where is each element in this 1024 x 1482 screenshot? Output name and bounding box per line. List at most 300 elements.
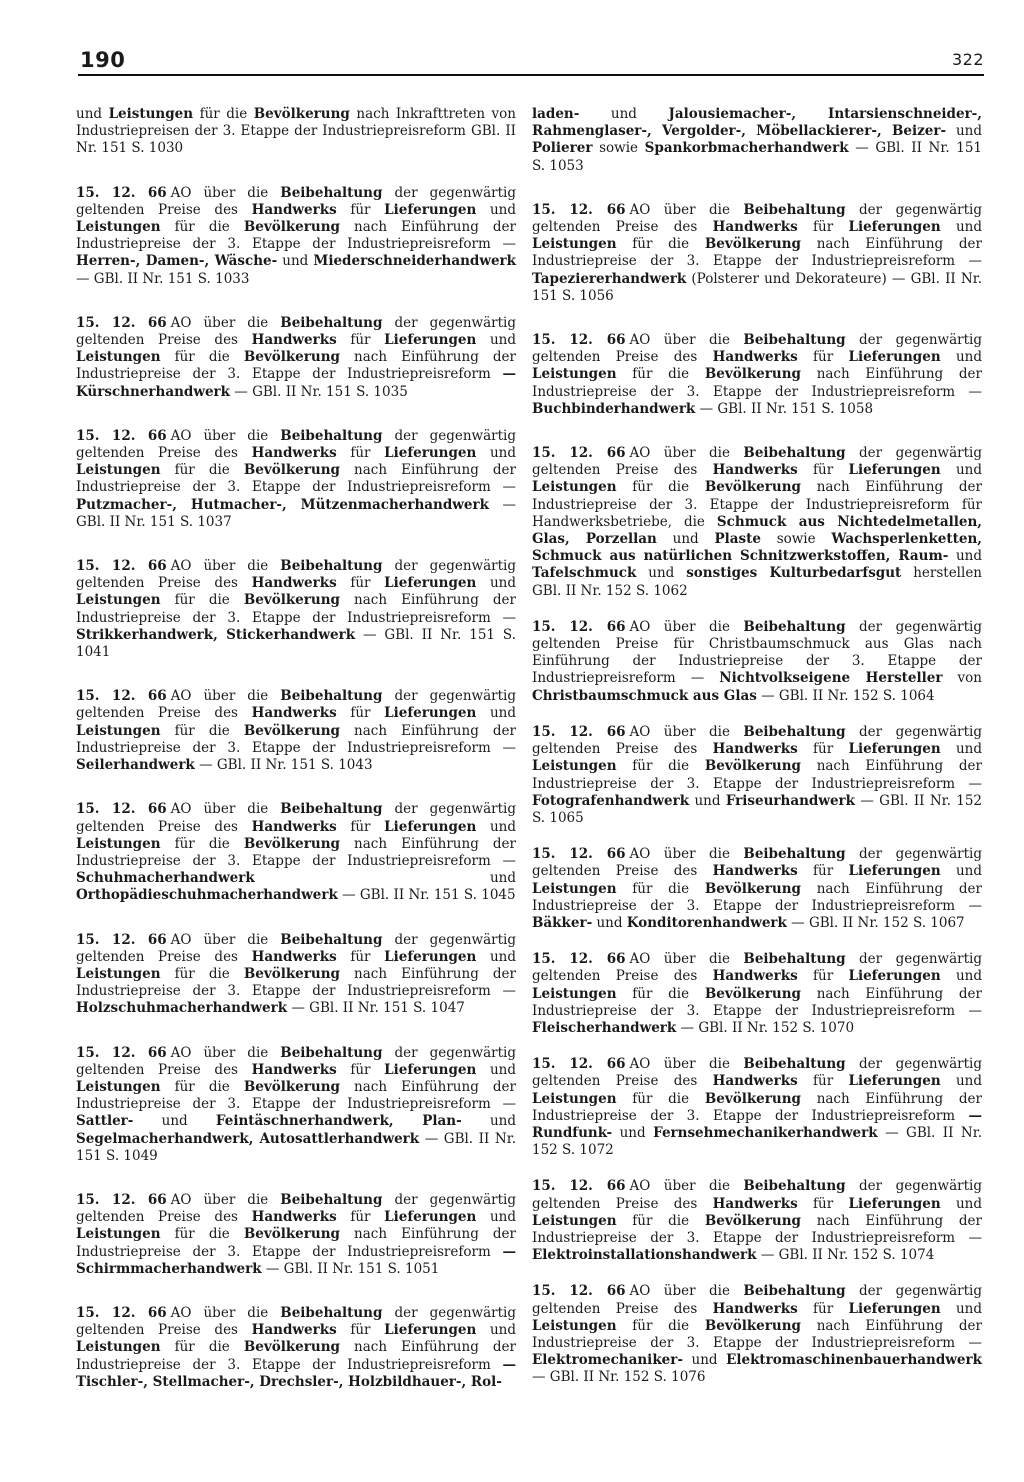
entry-text: für die bbox=[616, 479, 705, 496]
keyword-text: Bevölkerung bbox=[704, 1317, 801, 1334]
keyword-text: Lieferungen bbox=[384, 1322, 477, 1339]
keyword-text: Lieferungen bbox=[384, 445, 477, 462]
keyword-text: Leistungen bbox=[532, 880, 617, 897]
keyword-text: Plaste bbox=[714, 531, 761, 548]
entry-text: — GBl. II Nr. 152 S. 1076 bbox=[532, 1369, 706, 1386]
entry-text: nach Einführung der Industriepreise der 3. Etappe der Industriepreisreform — bbox=[532, 880, 982, 914]
entry-date: 15. 12. 66 bbox=[76, 314, 167, 331]
entry-text: der gegenwärtig geltenden Preise des bbox=[532, 1178, 982, 1212]
keyword-text: Leistungen bbox=[76, 349, 161, 366]
keyword-text: Bevölkerung bbox=[704, 985, 801, 1002]
entry-text: nach Einführung der Industriepreise der 3. Etappe der Industriepreisreform bbox=[76, 1339, 516, 1373]
keyword-text: Beibehaltung bbox=[280, 1191, 383, 1208]
keyword-text: Beibehaltung bbox=[743, 201, 846, 218]
entry-text: für die bbox=[616, 366, 705, 383]
entry-text: nach Einführung der Industriepreise der 3. Etappe der Industriepreisreform bbox=[532, 1090, 982, 1124]
entry-text: AO über die bbox=[170, 801, 281, 818]
keyword-text: Lieferungen bbox=[384, 818, 477, 835]
entry-text: — GBl. II Nr. 152 S. 1064 bbox=[756, 687, 935, 704]
entry-text: — GBl. II Nr. 151 S. 1041 bbox=[76, 626, 516, 661]
entry-text: und bbox=[476, 818, 517, 835]
keyword-text: Leistungen bbox=[76, 1339, 161, 1356]
entry-text: und bbox=[476, 705, 517, 722]
entry-date: 15. 12. 66 bbox=[76, 931, 167, 948]
keyword-text: Handwerks bbox=[712, 1300, 798, 1317]
entry-text: AO über die bbox=[170, 427, 281, 444]
entry-text: und bbox=[476, 332, 517, 349]
entry-text: AO über die bbox=[170, 184, 281, 201]
keyword-text: Handwerks bbox=[712, 462, 798, 479]
entry-date: 15. 12. 66 bbox=[532, 951, 626, 968]
keyword-text: Christbaumschmuck aus Glas bbox=[532, 687, 757, 704]
entry-text: und bbox=[592, 914, 627, 931]
keyword-text: Leistungen bbox=[76, 965, 161, 982]
entry-text: und bbox=[940, 863, 982, 880]
keyword-text: laden- bbox=[532, 106, 580, 122]
entry-text: der gegenwärtig geltenden Preise des bbox=[76, 1044, 516, 1078]
keyword-text: Handwerks bbox=[712, 741, 798, 758]
entry-text: nach Einführung der Industriepreise der 3. Etappe der Industriepreisreform — bbox=[76, 965, 516, 1000]
entry-text: und bbox=[682, 1352, 727, 1369]
entry-text: und bbox=[476, 575, 517, 592]
keyword-text: Beibehaltung bbox=[743, 1178, 846, 1195]
entry-text: und bbox=[277, 253, 314, 270]
entry-text: für bbox=[797, 863, 849, 880]
entry-text: (Polsterer und Dekorateure) — GBl. II Nr. 151 S. 1056 bbox=[532, 270, 982, 304]
keyword-text: Beibehaltung bbox=[280, 558, 383, 575]
register-entry bbox=[532, 1178, 982, 1264]
entry-date: 15. 12. 66 bbox=[532, 618, 626, 635]
entry-text: für bbox=[797, 462, 849, 479]
entry-date: 15. 12. 66 bbox=[76, 688, 167, 705]
keyword-text: Handwerks bbox=[251, 1061, 337, 1078]
keyword-text: Leistungen bbox=[76, 722, 161, 739]
entry-date: 15. 12. 66 bbox=[532, 723, 626, 740]
entry-text: AO über die bbox=[170, 1191, 281, 1208]
keyword-text: Handwerks bbox=[712, 968, 798, 985]
keyword-text: Schmuck aus Nichtedelmetallen, Glas, Porzellan bbox=[532, 513, 982, 548]
entry-date: 15. 12. 66 bbox=[532, 201, 626, 218]
keyword-text: Bevölkerung bbox=[243, 722, 340, 739]
keyword-text: Beibehaltung bbox=[743, 445, 846, 462]
entry-text: für bbox=[797, 1300, 849, 1317]
register-entry bbox=[532, 951, 982, 1037]
entry-text: AO über die bbox=[629, 1283, 744, 1300]
entry-text: für bbox=[336, 445, 385, 462]
entry-text: nach Einführung der Industriepreise der 3. Etappe der Industriepreisreform — bbox=[532, 366, 982, 400]
entry-text: — GBl. II Nr. 152 S. 1070 bbox=[676, 1019, 855, 1036]
keyword-text: Beibehaltung bbox=[280, 931, 383, 948]
keyword-text: Bäkker- bbox=[532, 914, 593, 931]
keyword-text: Miederschneiderhandwerk bbox=[313, 253, 516, 270]
entry-text: für bbox=[336, 1061, 385, 1078]
register-entry bbox=[532, 1056, 982, 1159]
entry-text: für bbox=[336, 332, 385, 349]
keyword-text: Leistungen bbox=[532, 985, 617, 1002]
entry-text: für die bbox=[160, 722, 244, 739]
keyword-text: Lieferungen bbox=[384, 575, 477, 592]
entry-text: AO über die bbox=[629, 846, 744, 863]
keyword-text: Fernsehmechanikerhandwerk bbox=[653, 1124, 878, 1141]
entry-date: 15. 12. 66 bbox=[76, 184, 167, 201]
entry-text: und bbox=[254, 870, 516, 887]
entry-text: der gegenwärtig geltenden Preise des bbox=[76, 314, 516, 349]
entry-text: AO über die bbox=[170, 558, 281, 575]
register-entry bbox=[532, 202, 982, 305]
entry-text: für die bbox=[160, 349, 244, 366]
entry-date: 15. 12. 66 bbox=[532, 846, 626, 863]
register-entry bbox=[76, 801, 516, 904]
keyword-text: Handwerks bbox=[251, 705, 337, 722]
entry-text: für die bbox=[193, 106, 254, 122]
register-entry bbox=[532, 846, 982, 932]
keyword-text: Leistungen bbox=[76, 1226, 161, 1243]
keyword-text: Beibehaltung bbox=[280, 801, 383, 818]
keyword-text: Bevölkerung bbox=[243, 835, 340, 852]
keyword-text: Leistungen bbox=[532, 366, 617, 383]
entry-date: 15. 12. 66 bbox=[532, 1056, 626, 1073]
keyword-text: Beibehaltung bbox=[743, 846, 846, 863]
keyword-text: Friseurhandwerk bbox=[725, 792, 856, 809]
entry-text: der gegenwärtig geltenden Preise des bbox=[76, 184, 516, 218]
register-entry bbox=[76, 315, 516, 401]
keyword-text: Buchbinderhandwerk bbox=[532, 400, 696, 417]
keyword-text: Leistungen bbox=[76, 592, 161, 609]
entry-date: 15. 12. 66 bbox=[532, 1178, 626, 1195]
entry-text: für die bbox=[160, 1078, 244, 1095]
entry-text: nach Einführung der Industriepreise der 3. Etappe der Industriepreisreform bbox=[76, 349, 516, 383]
entry-text: AO über die bbox=[170, 931, 281, 948]
register-entry bbox=[76, 1305, 516, 1391]
entry-text: und bbox=[612, 1124, 654, 1141]
keyword-text: Beibehaltung bbox=[280, 688, 383, 705]
entry-text: für die bbox=[616, 236, 705, 253]
keyword-text: Bevölkerung bbox=[243, 1078, 340, 1095]
keyword-text: Nichtvolkseigene Hersteller bbox=[719, 670, 943, 687]
register-entry bbox=[532, 106, 982, 175]
entry-text: AO über die bbox=[629, 201, 744, 218]
keyword-text: Lieferungen bbox=[848, 219, 941, 236]
keyword-text: Handwerks bbox=[251, 948, 337, 965]
entry-text: und bbox=[940, 741, 982, 758]
keyword-text: Leistungen bbox=[532, 1090, 617, 1107]
entry-text: für die bbox=[616, 1317, 705, 1334]
keyword-text: Leistungen bbox=[76, 219, 161, 236]
keyword-text: Bevölkerung bbox=[253, 106, 350, 122]
entry-text: — GBl. II Nr. 151 S. 1033 bbox=[76, 270, 250, 287]
entry-text: und bbox=[940, 1073, 982, 1090]
keyword-text: Lieferungen bbox=[384, 1209, 477, 1226]
keyword-text: Bevölkerung bbox=[243, 965, 340, 982]
register-entry bbox=[76, 932, 516, 1018]
keyword-text: Handwerks bbox=[251, 575, 337, 592]
keyword-text: Lieferungen bbox=[848, 1300, 941, 1317]
keyword-text: Beibehaltung bbox=[743, 332, 846, 349]
register-entry bbox=[76, 1045, 516, 1165]
entry-date: 15. 12. 66 bbox=[532, 332, 626, 349]
keyword-text: Elektromaschinenbauerhandwerk bbox=[726, 1352, 982, 1369]
keyword-text: Handwerks bbox=[712, 1073, 798, 1090]
entry-text: für die bbox=[160, 462, 244, 479]
entry-text: für die bbox=[160, 219, 244, 236]
entry-date: 15. 12. 66 bbox=[532, 1283, 626, 1300]
entry-text: und bbox=[940, 1300, 982, 1317]
keyword-text: Fleischerhandwerk bbox=[532, 1019, 677, 1036]
entry-text: für die bbox=[616, 1212, 705, 1229]
entry-text: und bbox=[689, 792, 726, 809]
keyword-text: Lieferungen bbox=[384, 1061, 477, 1078]
entry-text: AO über die bbox=[629, 1178, 744, 1195]
entry-text: und bbox=[940, 462, 982, 479]
keyword-text: Herren-, Damen-, Wäsche- bbox=[76, 253, 278, 270]
entry-text: — GBl. II Nr. 151 S. 1035 bbox=[230, 383, 408, 400]
register-entry bbox=[532, 619, 982, 705]
entry-text: und bbox=[940, 349, 982, 366]
keyword-text: Beibehaltung bbox=[743, 1283, 846, 1300]
entry-text: der gegenwärtig geltenden Preise des bbox=[532, 1283, 982, 1317]
register-entry bbox=[532, 724, 982, 827]
entry-text: und bbox=[948, 548, 983, 565]
entry-text: nach Einführung der Industriepreise der 3. Etappe der Industriepreisreform für Handwerksbetriebe, die bbox=[532, 479, 982, 530]
keyword-text: Elektromechaniker- bbox=[532, 1352, 683, 1369]
keyword-text: Leistungen bbox=[76, 1078, 161, 1095]
keyword-text: Strikkerhandwerk, Stickerhandwerk bbox=[76, 626, 356, 643]
entry-text: für die bbox=[160, 1339, 244, 1356]
keyword-text: Handwerks bbox=[712, 219, 798, 236]
entry-text: für die bbox=[160, 835, 244, 852]
entry-text: und bbox=[476, 1061, 517, 1078]
keyword-text: Lieferungen bbox=[848, 1073, 941, 1090]
entry-text: AO über die bbox=[629, 332, 744, 349]
entry-text: für die bbox=[160, 592, 244, 609]
entry-text: und bbox=[476, 1209, 517, 1226]
keyword-text: Schuhmacherhandwerk bbox=[76, 870, 255, 887]
entry-text: nach Einführung der Industriepreise der 3. Etappe der Industriepreisreform — bbox=[532, 236, 982, 270]
entry-text: für die bbox=[616, 1090, 705, 1107]
entry-text: für bbox=[336, 201, 385, 218]
keyword-text: Bevölkerung bbox=[704, 366, 801, 383]
entry-text: nach Einführung der Industriepreise der 3. Etappe der Industriepreisreform — bbox=[76, 835, 516, 869]
entry-date: 15. 12. 66 bbox=[76, 1304, 167, 1321]
entry-text: der gegenwärtig geltenden Preise des bbox=[532, 332, 982, 366]
register-entry bbox=[76, 558, 516, 661]
keyword-text: Handwerks bbox=[251, 201, 337, 218]
entry-text: nach Einführung der Industriepreise der 3. Etappe der Industriepreisreform — bbox=[76, 722, 516, 756]
entry-text: — GBl. II Nr. 152 S. 1067 bbox=[786, 914, 965, 931]
keyword-text: —Kürschnerhandwerk bbox=[76, 366, 516, 400]
entry-text: sowie bbox=[592, 140, 645, 157]
entry-text: für bbox=[336, 948, 385, 965]
keyword-text: Handwerks bbox=[251, 1209, 337, 1226]
keyword-text: Bevölkerung bbox=[243, 462, 340, 479]
entry-text: für die bbox=[616, 758, 705, 775]
entry-text: nach Einführung der Industriepreise der 3. Etappe der Industriepreisreform — bbox=[532, 1212, 982, 1246]
register-entry bbox=[76, 428, 516, 531]
keyword-text: Bevölkerung bbox=[704, 479, 801, 496]
keyword-text: Bevölkerung bbox=[704, 1212, 801, 1229]
keyword-text: Lieferungen bbox=[384, 705, 477, 722]
register-entry bbox=[76, 106, 516, 158]
keyword-text: Handwerks bbox=[712, 349, 798, 366]
entry-text: nach Einführung der Industriepreise der 3. Etappe der Industriepreisreform — bbox=[532, 1317, 982, 1351]
entry-text: und bbox=[940, 1195, 982, 1212]
keyword-text: Lieferungen bbox=[848, 1195, 941, 1212]
keyword-text: Lieferungen bbox=[384, 201, 477, 218]
entry-text: für die bbox=[160, 965, 244, 982]
entry-text: der gegenwärtig geltenden Preise des bbox=[532, 846, 982, 880]
entry-text: AO über die bbox=[170, 314, 281, 331]
keyword-text: — Schirmmacherhandwerk bbox=[76, 1243, 516, 1277]
keyword-text: Handwerks bbox=[251, 445, 337, 462]
entry-text: der gegenwärtig geltenden Preise des bbox=[76, 801, 516, 835]
right-column bbox=[532, 106, 982, 1406]
keyword-text: Sattler- bbox=[76, 1113, 134, 1130]
keyword-text: Leistungen bbox=[76, 835, 161, 852]
keyword-text: Beibehaltung bbox=[280, 184, 383, 201]
entry-text: und bbox=[133, 1113, 216, 1130]
keyword-text: Polierer bbox=[532, 140, 593, 157]
register-entry bbox=[76, 185, 516, 288]
page-number-right: 322 bbox=[951, 50, 984, 69]
entry-text: AO über die bbox=[629, 951, 744, 968]
entry-text: AO über die bbox=[629, 618, 744, 635]
keyword-text: — Tischler-, Stellmacher-, Drechsler-, Holzbildhauer-, Rol- bbox=[76, 1356, 516, 1390]
entry-text: — GBl. II Nr. 151 S. 1058 bbox=[695, 400, 874, 417]
keyword-text: Leistungen bbox=[108, 106, 194, 122]
keyword-text: Bevölkerung bbox=[704, 758, 801, 775]
header-rule bbox=[78, 74, 984, 76]
keyword-text: Leistungen bbox=[76, 462, 161, 479]
keyword-text: Handwerks bbox=[251, 1322, 337, 1339]
keyword-text: Bevölkerung bbox=[243, 592, 340, 609]
keyword-text: Lieferungen bbox=[848, 863, 941, 880]
keyword-text: Seilerhandwerk bbox=[76, 757, 195, 774]
entry-date: 15. 12. 66 bbox=[76, 1191, 167, 1208]
keyword-text: Beibehaltung bbox=[280, 427, 383, 444]
entry-text: der gegenwärtig geltenden Preise des bbox=[532, 1056, 982, 1090]
keyword-text: Bevölkerung bbox=[243, 219, 340, 236]
entry-text: nach Einführung der Industriepreise der 3. Etappe der Industriepreisreform — bbox=[76, 592, 516, 626]
entry-text: für die bbox=[616, 985, 705, 1002]
entry-text: — GBl. II Nr. 151 S. 1049 bbox=[76, 1130, 516, 1164]
entry-text: für bbox=[336, 1209, 385, 1226]
entry-text: und bbox=[940, 219, 982, 236]
entry-text: der gegenwärtig geltenden Preise des bbox=[76, 1191, 516, 1226]
keyword-text: Bevölkerung bbox=[704, 236, 801, 253]
entry-text: der gegenwärtig geltenden Preise des bbox=[532, 951, 982, 985]
keyword-text: Orthopädieschuhmacherhandwerk bbox=[76, 887, 338, 904]
keyword-text: Bevölkerung bbox=[243, 1339, 340, 1356]
entry-text: der gegenwärtig geltenden Preise des bbox=[532, 201, 982, 236]
entry-text: AO über die bbox=[170, 1304, 281, 1321]
entry-date: 15. 12. 66 bbox=[532, 445, 626, 462]
keyword-text: Beibehaltung bbox=[280, 1304, 383, 1321]
entry-text: und bbox=[946, 123, 982, 140]
keyword-text: Lieferungen bbox=[848, 968, 941, 985]
entry-text: für bbox=[336, 1322, 385, 1339]
entry-text: und bbox=[76, 106, 109, 122]
keyword-text: Konditorenhandwerk bbox=[626, 914, 787, 931]
entry-text: der gegenwärtig geltenden Preise des bbox=[76, 558, 516, 592]
entry-text: für bbox=[336, 575, 385, 592]
keyword-text: Tapeziererhandwerk bbox=[532, 270, 687, 287]
keyword-text: Beibehaltung bbox=[743, 1056, 846, 1073]
page-number-left: 190 bbox=[80, 48, 126, 72]
entry-text: GBl. II Nr. 151 S. 1030 bbox=[76, 123, 516, 157]
keyword-text: Beibehaltung bbox=[280, 1044, 383, 1061]
keyword-text: Bevölkerung bbox=[704, 1090, 801, 1107]
entry-text: von bbox=[942, 670, 982, 687]
keyword-text: Jalousiemacher-, Intarsienschneider-, Rahmenglaser-, Vergolder-, Möbellackierer-, Beizer- bbox=[532, 106, 982, 140]
keyword-text: Handwerks bbox=[251, 332, 337, 349]
page-header bbox=[78, 40, 984, 76]
entry-text: der gegenwärtig geltenden Preise des bbox=[76, 931, 516, 965]
entry-text: der gegenwärtig geltenden Preise des bbox=[532, 723, 982, 758]
keyword-text: sonstiges Kulturbedarfsgut bbox=[686, 565, 902, 582]
keyword-text: Beibehaltung bbox=[743, 723, 846, 740]
entry-date: 15. 12. 66 bbox=[76, 1044, 167, 1061]
keyword-text: — Rundfunk- bbox=[532, 1107, 982, 1141]
keyword-text: Beibehaltung bbox=[743, 951, 846, 968]
entry-text: für bbox=[336, 705, 385, 722]
keyword-text: Beibehaltung bbox=[743, 618, 846, 635]
entry-text: und bbox=[476, 948, 517, 965]
keyword-text: Lieferungen bbox=[384, 332, 477, 349]
entry-text: herstellen GBl. II Nr. 152 S. 1062 bbox=[532, 565, 982, 599]
keyword-text: Beibehaltung bbox=[280, 314, 383, 331]
entry-text: AO über die bbox=[629, 1056, 744, 1073]
entry-text: — GBl. II Nr. 151 S. 1045 bbox=[337, 887, 516, 904]
entry-date: 15. 12. 66 bbox=[76, 801, 167, 818]
entry-text: und bbox=[476, 201, 517, 218]
keyword-text: Segelmacherhandwerk, Autosattlerhandwerk bbox=[76, 1130, 420, 1147]
entry-text: für die bbox=[616, 880, 705, 897]
keyword-text: Putzmacher-, Hutmacher-, Mützenmacherhandwerk bbox=[76, 496, 489, 513]
keyword-text: Bevölkerung bbox=[243, 1226, 340, 1243]
keyword-text: Holzschuhmacherhandwerk bbox=[76, 1000, 288, 1017]
entry-date: 15. 12. 66 bbox=[76, 427, 167, 444]
entry-text: und bbox=[476, 1322, 517, 1339]
entry-text: nach Einführung der Industriepreise der 3. Etappe der Industriepreisreform — bbox=[532, 985, 982, 1019]
entry-text: nach Einführung der Industriepreise der 3. Etappe der Industriepreisreform — bbox=[76, 219, 516, 253]
keyword-text: Lieferungen bbox=[848, 741, 941, 758]
entry-text: für bbox=[797, 349, 849, 366]
keyword-text: Bevölkerung bbox=[704, 880, 801, 897]
keyword-text: Leistungen bbox=[532, 236, 617, 253]
keyword-text: Handwerks bbox=[712, 1195, 798, 1212]
entry-text: nach Einführung der Industriepreise der 3. Etappe der Industriepreisreform — bbox=[76, 1078, 516, 1113]
entry-text: — GBl. II Nr. 151 S. 1037 bbox=[76, 496, 516, 530]
entry-text: für die bbox=[160, 1226, 244, 1243]
keyword-text: Spankorbmacherhandwerk bbox=[644, 140, 849, 157]
keyword-text: Bevölkerung bbox=[243, 349, 340, 366]
entry-text: der gegenwärtig geltenden Preise des bbox=[76, 688, 516, 722]
entry-text: und bbox=[636, 565, 687, 582]
entry-text: und bbox=[461, 1113, 517, 1130]
keyword-text: Leistungen bbox=[532, 758, 617, 775]
keyword-text: Lieferungen bbox=[848, 462, 941, 479]
entry-text: für bbox=[797, 1073, 849, 1090]
entry-text: für bbox=[797, 968, 849, 985]
entry-text: für bbox=[797, 741, 849, 758]
keyword-text: Lieferungen bbox=[384, 948, 477, 965]
entry-text: und bbox=[476, 445, 517, 462]
entry-text: — GBl. II Nr. 151 S. 1053 bbox=[532, 140, 982, 174]
keyword-text: Tafelschmuck bbox=[532, 565, 637, 582]
entry-text: AO über die bbox=[170, 1044, 281, 1061]
keyword-text: Leistungen bbox=[532, 479, 617, 496]
entry-text: sowie bbox=[760, 531, 832, 548]
